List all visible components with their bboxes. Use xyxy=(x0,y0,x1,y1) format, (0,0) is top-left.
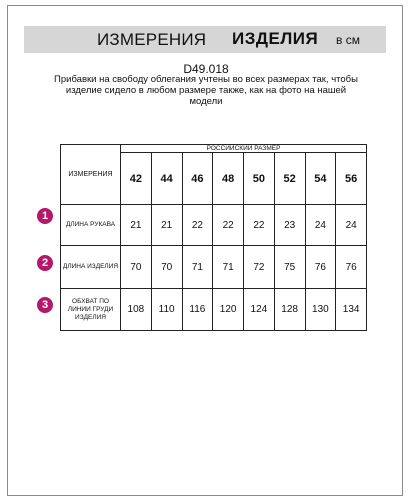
value-cell: 24 xyxy=(336,205,367,246)
value-cell: 76 xyxy=(305,246,336,289)
value-cell: 22 xyxy=(182,205,213,246)
row-label: ОБХВАТ ПО ЛИНИИ ГРУДИ ИЗДЕЛИЯ xyxy=(61,289,121,331)
value-cell: 21 xyxy=(151,205,182,246)
fit-note: Прибавки на свободу облегания учтены во всех размерах так, чтобы изделие сидело в любом размере также, как на фото на нашей модели xyxy=(54,74,358,107)
measure-header: ИЗМЕРЕНИЯ xyxy=(61,145,121,205)
table-row xyxy=(61,246,367,289)
value-cell: 128 xyxy=(274,289,305,331)
title-item: ИЗДЕЛИЯ xyxy=(232,29,319,48)
size-cell: 56 xyxy=(336,153,367,205)
row-label: ДЛИНА РУКАВА xyxy=(61,205,121,246)
value-cell: 71 xyxy=(213,246,244,289)
row-number-badge: 1 xyxy=(37,208,53,224)
size-cell: 54 xyxy=(305,153,336,205)
value-cell: 70 xyxy=(121,246,152,289)
row-number-badge: 2 xyxy=(37,255,53,271)
value-cell: 120 xyxy=(213,289,244,331)
size-cell: 42 xyxy=(121,153,152,205)
size-cell: 48 xyxy=(213,153,244,205)
title-measurements: ИЗМЕРЕНИЯ xyxy=(97,30,207,49)
value-cell: 22 xyxy=(213,205,244,246)
value-cell: 22 xyxy=(244,205,275,246)
size-cell: 50 xyxy=(244,153,275,205)
title-unit: в см xyxy=(336,33,360,47)
value-cell: 134 xyxy=(336,289,367,331)
table-row xyxy=(61,289,367,331)
value-cell: 21 xyxy=(121,205,152,246)
value-cell: 70 xyxy=(151,246,182,289)
value-cell: 75 xyxy=(274,246,305,289)
value-cell: 130 xyxy=(305,289,336,331)
value-cell: 71 xyxy=(182,246,213,289)
size-table xyxy=(60,144,367,331)
value-cell: 108 xyxy=(121,289,152,331)
article-code: D49.018 xyxy=(183,62,229,76)
value-cell: 124 xyxy=(244,289,275,331)
title-banner xyxy=(24,26,386,53)
value-cell: 72 xyxy=(244,246,275,289)
size-cell: 46 xyxy=(182,153,213,205)
size-header: РОССИЙСКИЙ РАЗМЕР xyxy=(121,145,367,153)
size-cell: 44 xyxy=(151,153,182,205)
value-cell: 116 xyxy=(182,289,213,331)
row-number-badge: 3 xyxy=(37,297,53,313)
value-cell: 110 xyxy=(151,289,182,331)
value-cell: 24 xyxy=(305,205,336,246)
size-cell: 52 xyxy=(274,153,305,205)
row-label: ДЛИНА ИЗДЕЛИЯ xyxy=(61,246,121,289)
value-cell: 76 xyxy=(336,246,367,289)
table-row xyxy=(61,205,367,246)
value-cell: 23 xyxy=(274,205,305,246)
